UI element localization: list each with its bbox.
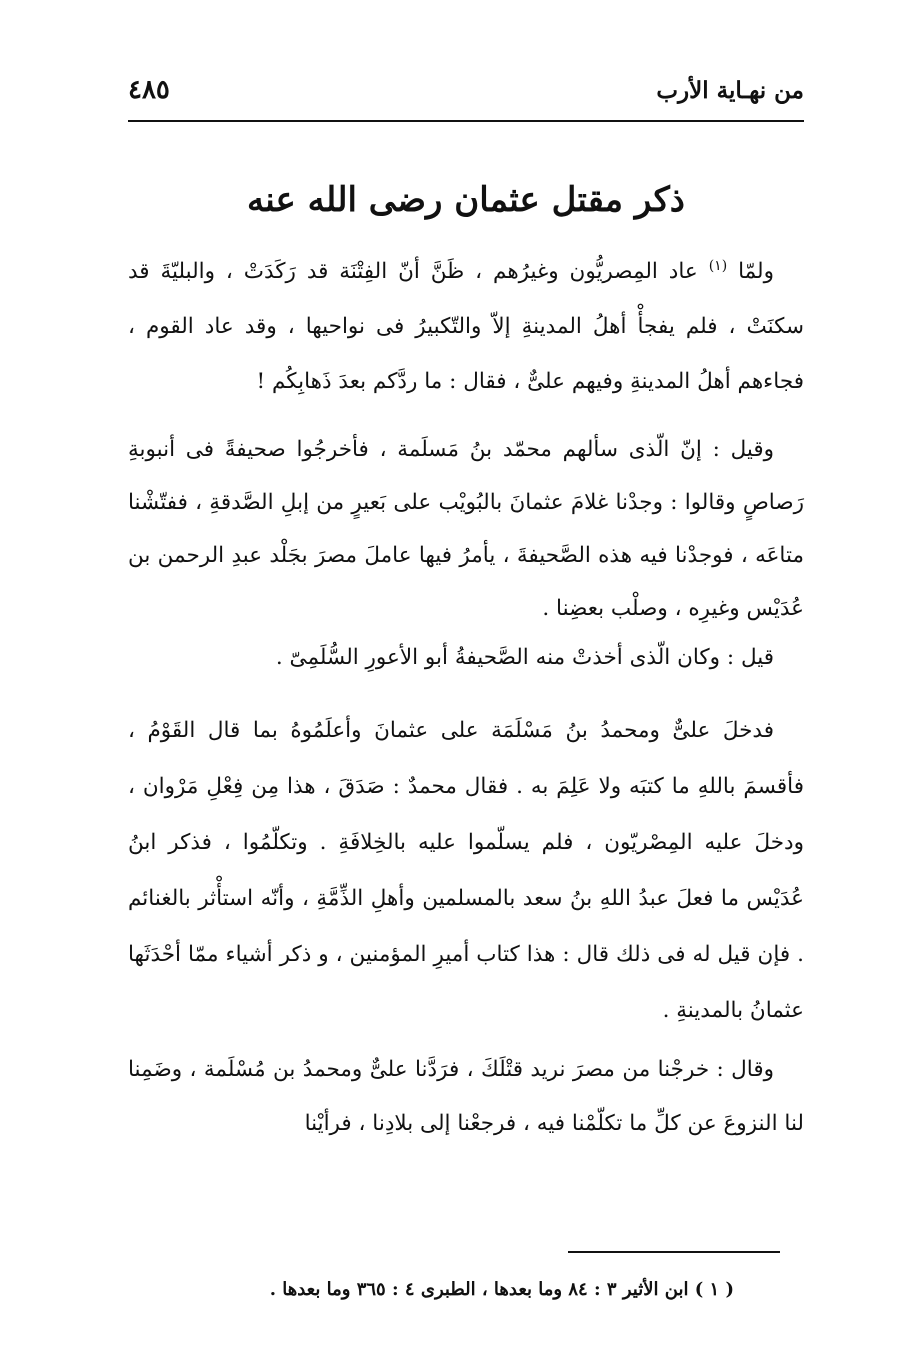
running-header [128, 62, 804, 118]
paragraph-2 [128, 423, 804, 635]
paragraph-5-text: وقال : خرجْنا من مصرَ نريد قتْلَكَ ، فرَدَّنا علىٌّ ومحمدُ بن مُسْلَمة ، وضَمِنا لنا النزوعَ عن كلِّ ما تكلّمْنا فيه ، فرجعْنا إلى بلادِنا ، فرأيْنا [128, 1057, 804, 1136]
paragraph-1-text: عاد المِصريُّون وغيرُهم ، ظَنَّ أنّ الفِتْنَة قد رَكَدَتْ ، والبليّةَ قد سكنَتْ ، فلم يفجأْ أهلُ المدينةِ إلاّ والتّكبيرُ فى نواحيها ، وقد عاد القوم ، فجاءهم أهلُ المدينةِ وفيهم علىٌّ ، فقال : ما ردَّكم بعدَ ذَهابِكُم ! [128, 259, 804, 394]
paragraph-3 [128, 635, 804, 681]
footnote: ( ١ ) ابن الأثير ٣ : ٨٤ وما بعدها ، الطبرى ٤ : ٣٦٥ وما بعدها . [269, 1279, 734, 1300]
body-text [128, 244, 804, 1151]
running-title: من نهـاية الأرب [656, 76, 804, 104]
paragraph-1-opening: ولمّا [738, 259, 774, 284]
paragraph-1 [128, 244, 804, 409]
page-number: ٤٨٥ [128, 75, 170, 105]
paragraph-4-text: فدخلَ علىٌّ ومحمدُ بنُ مَسْلَمَة على عثمانَ وأعلَمُوهُ بما قال القَوْمُ ، فأقسمَ باللهِ ما كتبَه ولا عَلِمَ به . فقال محمدٌ : صَدَقَ ، هذا مِن فِعْلِ مَرْوان ، ودخلَ عليه المِصْريّون ، فلم يسلّموا عليه بالخِلافَةِ . وتكلّمُوا ، فذكر ابنُ عُدَيْس ما فعلَ عبدُ اللهِ بنُ سعد بالمسلمين وأهلِ الذِّمَّةِ ، وأنّه استأْثر بالغنائم . فإن قيل له فى ذلك قال : هذا كتاب أميرِ المؤمنين ، و ذكر أشياء ممّا أحْدَثَها عثمانُ بالمدينةِ . [128, 718, 804, 1023]
paragraph-3-text: قيل : وكان الّذى أخذتْ منه الصَّحيفةُ أبو الأعورِ السُّلَمِىّ . [275, 645, 774, 670]
footnote-reference: (١) [708, 257, 728, 274]
paragraph-5 [128, 1043, 804, 1151]
chapter-title: ذكر مقتل عثمان رضى الله عنه [247, 180, 685, 220]
footnote-rule [568, 1251, 780, 1253]
paragraph-4 [128, 703, 804, 1039]
paragraph-2-text: وقيل : إنّ الّذى سألهم محمّد بنُ مَسلَمة ، فأخرجُوا صحيفةً فى أنبوبةِ رَصاصٍ وقالوا : وجدْنا غلامَ عثمانَ بالبُويْب على بَعيرٍ من إبلِ الصَّدقةِ ، ففتّشْنا متاعَه ، فوجدْنا فيه هذه الصَّحيفةَ ، يأمرُ فيها عاملَ مصرَ بجَلْد عبدِ الرحمن بن عُدَيْس وغيرِه ، وصلْب بعضِنا . [128, 437, 804, 621]
header-rule [128, 120, 804, 122]
